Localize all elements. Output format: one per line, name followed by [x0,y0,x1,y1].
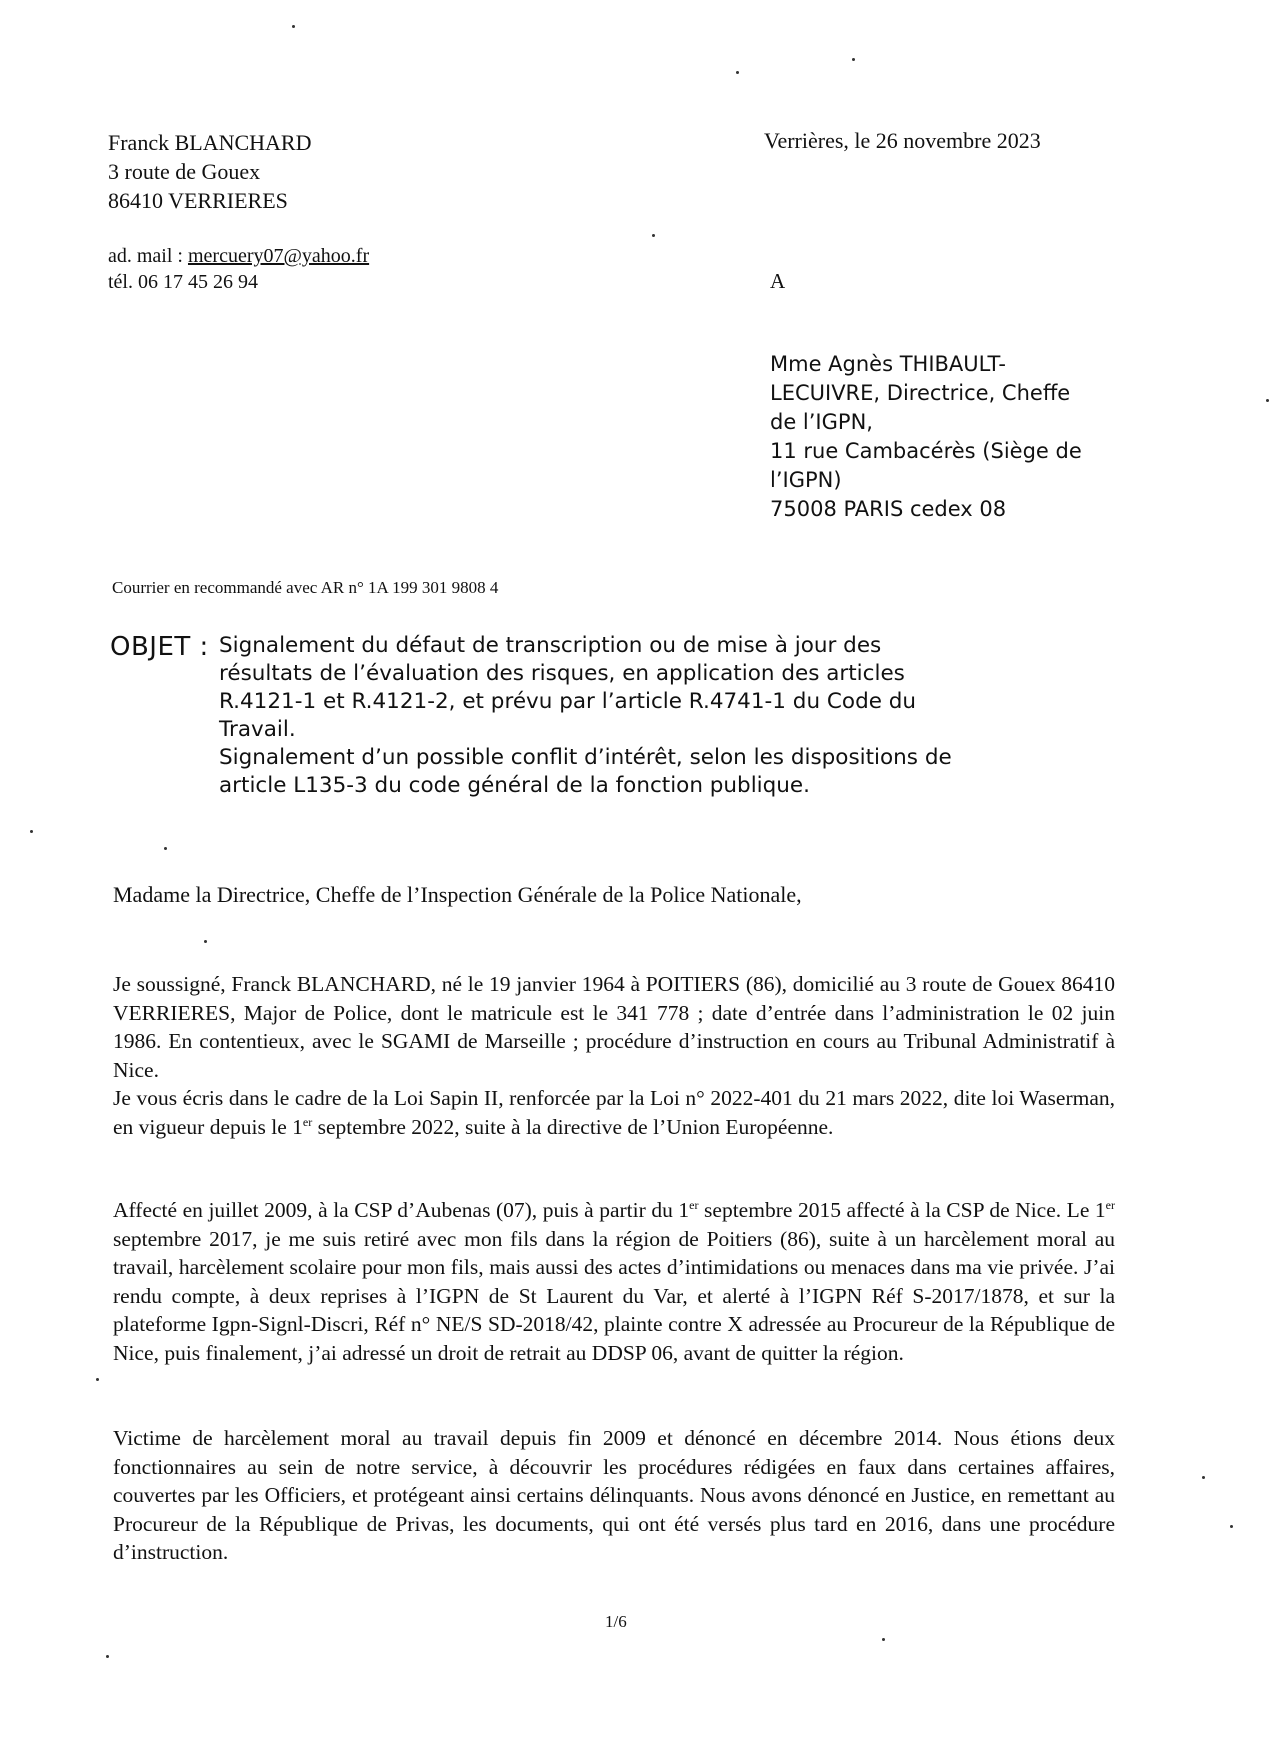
body-paragraph-harassment [113,1424,1115,1567]
email-label: ad. mail : [108,245,188,267]
registered-mail-notice: Courrier en recommandé avec AR n° 1A 199 301 9808 4 [112,578,499,597]
recipient-line: l’IGPN) [770,468,842,492]
scan-speck [30,830,33,833]
scan-speck [96,1378,99,1381]
email-link[interactable]: mercuery07@yahoo.fr [187,245,370,267]
email-line [108,243,369,269]
body-paragraph: Victime de harcèlement moral au travail depuis fin 2009 et dénoncé en décembre 2014. Nous étions deux fonctionnaires au sein de notre service, à découvrir les procédures rédigées en faux dans certaines affaires, couvertes par les Officiers, et protégeant ainsi certains délinquants. Nous avons dénoncé en Justice, en remettant au Procureur de la République de Privas, les documents, qui ont été versés plus tard en 2016, dans une procédure d’instruction. [113,1426,1115,1564]
scan-speck [204,940,207,943]
recipient-line: 11 rue Cambacérès (Siège de [770,439,1082,463]
recipient-line: de l’IGPN, [770,410,873,434]
sender-contact [108,243,369,295]
recipient-line: Mme Agnès THIBAULT- [770,352,1006,376]
page-number: 1/6 [605,1612,627,1631]
scan-speck [292,25,295,28]
scan-speck [1266,399,1269,402]
letter-date: Verrières, le 26 novembre 2023 [764,128,1041,153]
objet-paragraph: Signalement du défaut de transcription ou de mise à jour des résultats de l’évaluation des risques, en application des articles R.4121-1 et R.4121-2, et prévu par l’article R.4741-1 du Code du Travail. [219,633,917,742]
body-paragraph: Je vous écris dans le cadre de la Loi Sapin II, renforcée par la Loi n° 2022-401 du 21 mars 2022, dite loi Waserman, en vigueur depuis le 1er septembre 2022, suite à la directive de l’Union Européenne. [113,1086,1115,1139]
objet-label: OBJET : [110,632,209,662]
scan-speck [1230,1525,1233,1528]
scan-speck [652,234,655,237]
body-paragraph: Je soussigné, Franck BLANCHARD, né le 19 janvier 1964 à POITIERS (86), domicilié au 3 route de Gouex 86410 VERRIERES, Major de Police, dont le matricule est le 341 778 ; date d’entrée dans l’administration le 02 juin 1986. En contentieux, avec le SGAMI de Marseille ; procédure d’instruction en cours au Tribunal Administratif à Nice. [113,972,1115,1082]
salutation: Madame la Directrice, Cheffe de l’Inspection Générale de la Police Nationale, [113,882,802,907]
recipient-line: 75008 PARIS cedex 08 [770,497,1007,521]
scan-speck [1202,1476,1205,1479]
scan-speck [882,1638,885,1641]
phone-line: tél. 06 17 45 26 94 [108,271,258,293]
scan-speck [164,847,167,850]
scan-speck [852,58,855,61]
body-paragraph-assignment [113,1196,1115,1367]
objet-paragraph: Signalement d’un possible conflit d’intérêt, selon les dispositions de article L135-3 du code général de la fonction publique. [219,745,952,798]
recipient-line: LECUIVRE, Directrice, Cheffe [770,381,1071,405]
scan-speck [106,1655,109,1658]
sender-address-line2: 86410 VERRIERES [108,188,288,213]
objet-text [219,632,959,800]
recipient-block [770,350,1100,524]
sender-address-line1: 3 route de Gouex [108,159,261,184]
sender-name: Franck BLANCHARD [108,130,312,155]
recipient-prefix: A [770,269,786,293]
scan-speck [736,71,739,74]
body-paragraph: Affecté en juillet 2009, à la CSP d’Aubenas (07), puis à partir du 1er septembre 2015 affecté à la CSP de Nice. Le 1er septembre 2017, je me suis retiré avec mon fils dans la région de Poitiers (86), suite à un harcèlement moral au travail, harcèlement scolaire pour mon fils, mais aussi des actes d’intimidations ou menaces dans ma vie privée. J’ai rendu compte, à deux reprises à l’IGPN de St Laurent du Var, et alerté à l’IGPN Réf S-2017/1878, et sur la plateforme Igpn-Signl-Discri, Réf n° NE/S SD-2018/42, plainte contre X adressée au Procureur de la République de Nice, puis finalement, j’ai adressé un droit de retrait au DDSP 06, avant de quitter la région. [113,1197,1115,1365]
sender-block [108,128,312,215]
body-paragraph-identity [113,970,1115,1141]
